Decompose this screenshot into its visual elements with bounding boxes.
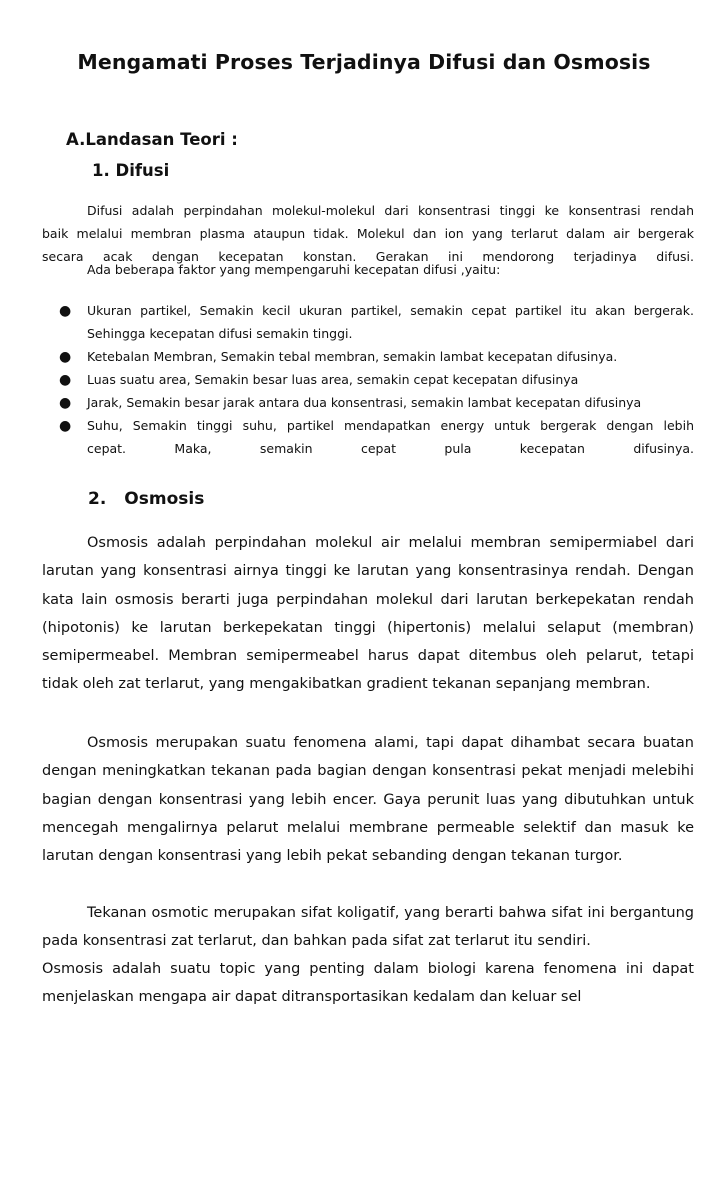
osmosis-paragraph-3: Tekanan osmotic merupakan sifat koligatif, yang berarti bahwa sifat ini bergantung pada konsentrasi zat terlarut, dan bahkan pada sifat zat terlarut itu sendiri. bbox=[42, 905, 694, 950]
bullet-text: Sehingga kecepatan difusi semakin tinggi. bbox=[87, 326, 353, 341]
subheading-number: 2. bbox=[88, 489, 107, 509]
osmosis-closing-paragraph: Osmosis adalah suatu topic yang penting dalam biologi karena fenomena ini dapat menjelaskan mengapa air dapat ditransportasikan kedalam dan keluar sel bbox=[42, 961, 694, 1006]
difusi-line-1: Difusi adalah perpindahan molekul-molekul dari konsentrasi tinggi ke konsentrasi rendah bbox=[87, 203, 694, 218]
page-title: Mengamati Proses Terjadinya Difusi dan Osmosis bbox=[77, 50, 651, 74]
difusi-factors-intro: Ada beberapa faktor yang mempengaruhi kecepatan difusi ,yaitu: bbox=[87, 262, 501, 277]
bullet-icon: ● bbox=[59, 349, 72, 365]
bullet-text: Ketebalan Membran, Semakin tebal membran, semakin lambat kecepatan difusinya. bbox=[87, 349, 618, 364]
bullet-text: Jarak, Semakin besar jarak antara dua konsentrasi, semakin lambat kecepatan difusinya bbox=[87, 395, 642, 410]
bullet-text: Ukuran partikel, Semakin kecil ukuran partikel, semakin cepat partikel itu akan bergerak. bbox=[87, 303, 694, 318]
bullet-icon: ● bbox=[59, 418, 72, 434]
difusi-paragraph bbox=[42, 199, 694, 268]
subheading-osmosis bbox=[88, 489, 204, 509]
bullet-icon: ● bbox=[59, 395, 72, 411]
subheading-difusi: 1. Difusi bbox=[92, 161, 170, 180]
osmosis-paragraph-2: Osmosis merupakan suatu fenomena alami, tapi dapat dihambat secara buatan dengan meningkatkan tekanan pada bagian dengan konsentrasi pekat menjadi melebihi bagian dengan konsentrasi yang lebih encer. Gaya perunit luas yang dibutuhkan untuk mencegah mengalirnya pelarut melalui membrane permeable selektif dan masuk ke larutan dengan konsentrasi yang lebih pekat sebanding dengan tekanan turgor. bbox=[42, 735, 694, 865]
osmosis-paragraph-1: Osmosis adalah perpindahan molekul air melalui membran semipermiabel dari larutan yang konsentrasi airnya tinggi ke larutan yang konsentrasinya rendah. Dengan kata lain osmosis berarti juga perpindahan molekul dari larutan berkepekatan rendah (hipotonis) ke larutan berkepekatan tinggi (hipertonis) melalui selaput (membran) semipermeabel. Membran semipermeabel harus dapat ditembus oleh pelarut, tetapi tidak oleh zat terlarut, yang mengakibatkan gradient tekanan sepanjang membran. bbox=[42, 535, 694, 693]
bullet-text: Luas suatu area, Semakin besar luas area, semakin cepat kecepatan difusinya bbox=[87, 372, 579, 387]
bullet-text: Suhu, Semakin tinggi suhu, partikel mendapatkan energy untuk bergerak dengan lebih bbox=[87, 418, 694, 433]
section-heading-landasan-teori: A.Landasan Teori : bbox=[66, 130, 238, 149]
bullet-icon: ● bbox=[59, 303, 72, 319]
subheading-label: Osmosis bbox=[124, 489, 205, 509]
bullet-icon: ● bbox=[59, 372, 72, 388]
bullet-text: cepat. Maka, semakin cepat pula kecepatan difusinya. bbox=[87, 441, 694, 456]
difusi-line-2: baik melalui membran plasma ataupun tidak. Molekul dan ion yang terlarut dalam air bergerak bbox=[42, 226, 694, 241]
difusi-line-3: secara acak dengan kecepatan konstan. Gerakan ini mendorong terjadinya difusi. bbox=[42, 249, 694, 264]
